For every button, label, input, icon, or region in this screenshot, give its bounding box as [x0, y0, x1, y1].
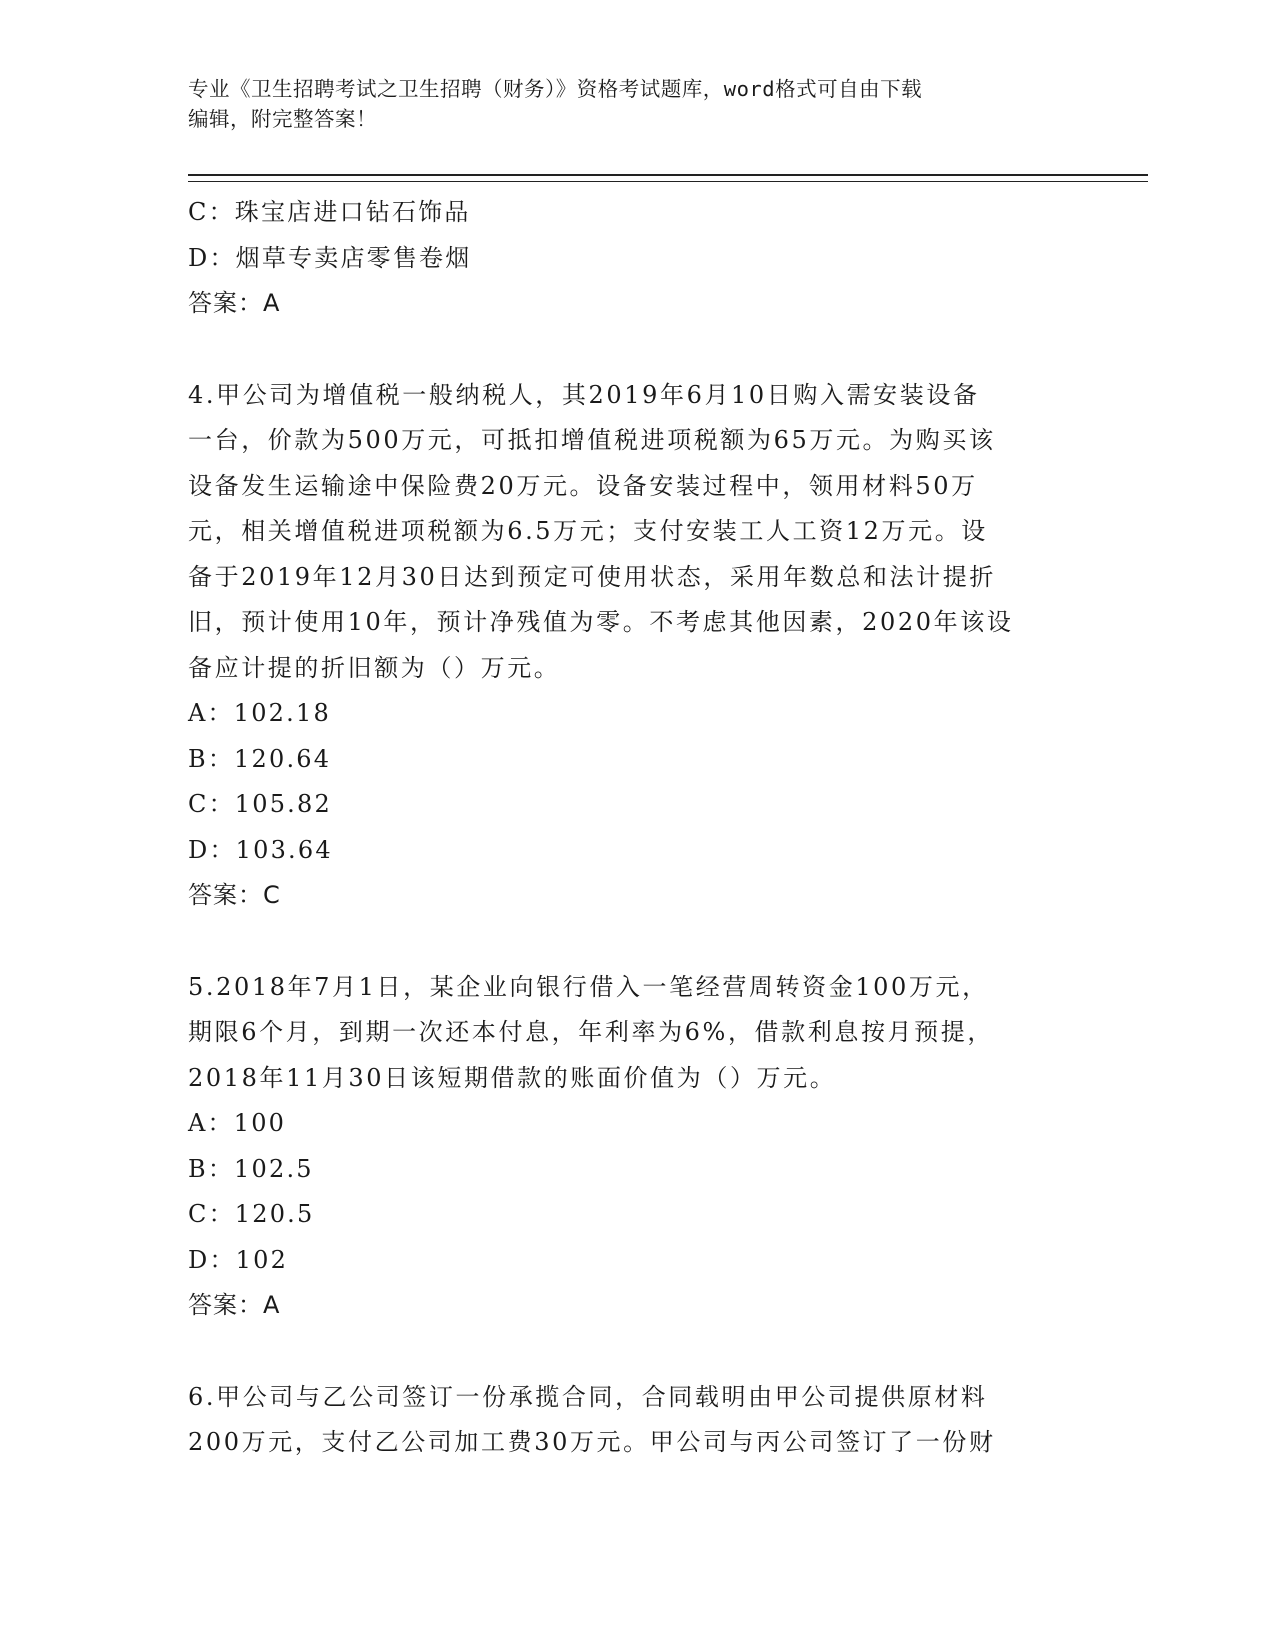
spacer [188, 919, 1088, 965]
option-a: A：100 [188, 1109, 287, 1137]
question-text-line: 一台，价款为500万元，可抵扣增值税进项税额为65万元。为购买该 [188, 426, 996, 454]
question-text-line: 旧，预计使用10年，预计净残值为零。不考虑其他因素，2020年该设 [188, 608, 1014, 636]
question-text-line: 200万元，支付乙公司加工费30万元。甲公司与丙公司签订了一份财 [188, 1428, 996, 1456]
header-divider-thin [188, 181, 1148, 182]
spacer [188, 1329, 1088, 1375]
option-c: C：105.82 [188, 790, 332, 818]
question-5 [188, 965, 1088, 1329]
question-text-line: 备于2019年12月30日达到预定可使用状态，采用年数总和法计提折 [188, 562, 996, 591]
answer-line: 答案：A [188, 1291, 281, 1319]
question-text-line: 2018年11月30日该短期借款的账面价值为（）万元。 [188, 1063, 837, 1092]
document-body [188, 190, 1088, 1466]
option-b: B：102.5 [188, 1154, 314, 1183]
question-text-line: 4.甲公司为增值税一般纳税人，其2019年6月10日购入需安装设备 [188, 380, 980, 409]
question-text-line: 5.2018年7月1日，某企业向银行借入一笔经营周转资金100万元， [188, 972, 989, 1001]
question-text-line: 设备发生运输途中保险费20万元。设备安装过程中，领用材料50万 [188, 471, 978, 500]
header-divider-thick [188, 174, 1148, 176]
question-text-line: 期限6个月，到期一次还本付息，年利率为6%，借款利息按月预提， [188, 1018, 994, 1046]
option-c: C：120.5 [188, 1200, 315, 1228]
header-line-2: 编辑，附完整答案！ [188, 107, 377, 131]
document-header [188, 74, 1088, 134]
option-a: A：102.18 [188, 699, 331, 727]
answer-line: 答案：C [188, 881, 281, 909]
option-d: D：102 [188, 1245, 289, 1274]
spacer [188, 327, 1088, 373]
option-b: B：120.64 [188, 744, 332, 773]
header-line-1: 专业《卫生招聘考试之卫生招聘（财务）》资格考试题库，word格式可自由下载 [188, 77, 923, 101]
option-d: D：烟草专卖店零售卷烟 [188, 243, 472, 272]
answer-line: 答案：A [188, 289, 281, 317]
question-4 [188, 373, 1088, 919]
question-text-line: 备应计提的折旧额为（）万元。 [188, 653, 561, 682]
option-d: D：103.64 [188, 835, 333, 864]
question-text-line: 6.甲公司与乙公司签订一份承揽合同，合同载明由甲公司提供原材料 [188, 1382, 988, 1411]
question-3-tail [188, 190, 1088, 327]
question-text-line: 元，相关增值税进项税额为6.5万元；支付安装工人工资12万元。设 [188, 517, 988, 545]
option-c: C：珠宝店进口钻石饰品 [188, 198, 471, 226]
question-6 [188, 1375, 1088, 1466]
